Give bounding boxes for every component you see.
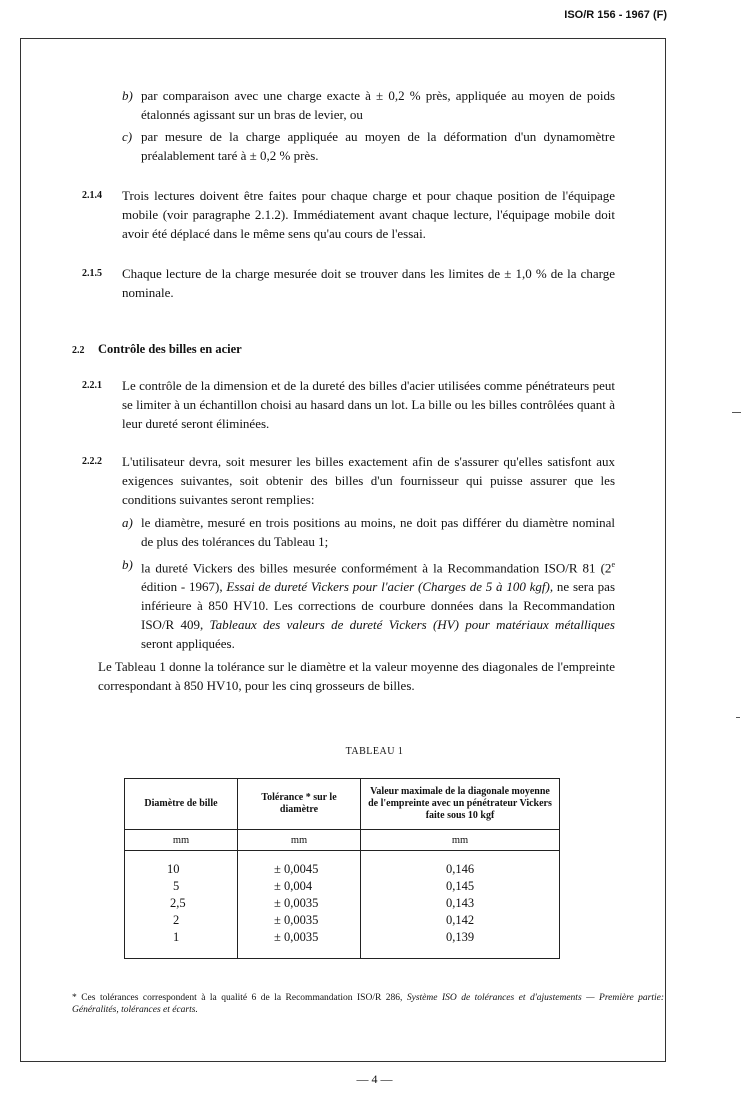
- table-cell: ± 0,004: [274, 879, 313, 893]
- table-cell: ± 0,0035: [274, 930, 319, 944]
- table-cell: ± 0,0035: [274, 913, 319, 927]
- margin-mark: [736, 717, 740, 718]
- section-number-2-2-1: 2.2.1: [82, 380, 102, 391]
- subitem-b-text: la dureté Vickers des billes mesurée conformément à la Recommandation ISO/R 81 (2e édition - 1967), Essai de dureté Vickers pour l'acier (Charges de 5 à 100 kgf), ne sera pas inférieure à 850 HV10. Les corrections de courbure données dans la Recommandation ISO/R 409, Tableaux des valeurs de dureté Vickers (HV) pour matériaux métalliques seront appliquées.: [141, 560, 615, 652]
- table-cell: 2: [173, 913, 180, 927]
- section-2-1-4-text: Trois lectures doivent être faites pour chaque charge et pour chaque position de l'équipage mobile (voir paragraphe 2.1.2). Immédiatement avant chaque lecture, l'équipage mobile doit avoir été déplacé dans le même sens qu'au cours de l'essai.: [122, 188, 615, 241]
- subitem-a-label: a): [122, 515, 133, 530]
- item-b-label: b): [122, 88, 133, 103]
- table-header-diameter: Diamètre de bille: [125, 779, 238, 830]
- table-intro-paragraph: Le Tableau 1 donne la tolérance sur le diamètre et la valeur moyenne des diagonales de l'empreinte correspondant à 850 HV10, pour les cinq grosseurs de billes.: [98, 659, 615, 693]
- table-footnote: * Ces tolérances correspondent à la qualité 6 de la Recommandation ISO/R 286, Système ISO de tolérances et d'ajustements — Première partie: Généralités, tolérances et écarts.: [72, 993, 664, 1015]
- section-2-2-1-text: Le contrôle de la dimension et de la dureté des billes d'acier utilisées comme pénétrateurs peut se limiter à un échantillon choisi au hasard dans un lot. La bille ou les billes contrôlées quant à leur dureté seront éliminées.: [122, 378, 615, 431]
- table-unit-diameter: mm: [125, 830, 238, 851]
- subitem-a-text: le diamètre, mesuré en trois positions au moins, ne doit pas différer du diamètre nominal de plus des tolérances du Tableau 1;: [141, 515, 615, 549]
- table-cell: 0,145: [445, 879, 475, 893]
- section-number-2-2: 2.2: [72, 345, 85, 356]
- subitem-b-label: b): [122, 557, 133, 572]
- table-column-diagonal: [361, 851, 560, 959]
- table-cell: 2,5: [170, 896, 186, 910]
- margin-mark: [732, 412, 741, 413]
- table-cell: 0,143: [445, 896, 475, 910]
- table-column-tolerance: [238, 851, 361, 959]
- item-b-text: par comparaison avec une charge exacte à ± 0,2 % près, appliquée au moyen de poids étalonnés agissant sur un bras de levier, ou: [141, 88, 615, 122]
- item-c-label: c): [122, 129, 133, 144]
- page-number: — 4 —: [356, 1072, 393, 1086]
- section-2-2-2-text: L'utilisateur devra, soit mesurer les billes exactement afin de s'assurer qu'elles satisfont aux exigences suivantes, soit obtenir des billes d'un fournisseur qui puisse assurer que les conditions suivantes seront remplies:: [122, 454, 615, 507]
- table-column-diameter: [125, 851, 238, 959]
- table-cell: 10: [167, 862, 180, 876]
- table-header-diagonal: Valeur maximale de la diagonale moyenne de l'empreinte avec un pénétrateur Vickers faite sous 10 kgf: [361, 779, 560, 830]
- table-cell: 0,146: [445, 862, 475, 876]
- tolerance-table: [124, 778, 560, 959]
- table-cell: 0,139: [445, 930, 475, 944]
- table-unit-diagonal: mm: [361, 830, 560, 851]
- section-number-2-1-4: 2.1.4: [82, 190, 102, 201]
- section-2-2-heading: Contrôle des billes en acier: [98, 342, 242, 356]
- table-cell: 1: [173, 930, 180, 944]
- section-number-2-1-5: 2.1.5: [82, 268, 102, 279]
- table-header-tolerance: Tolérance * sur le diamètre: [238, 779, 361, 830]
- item-c-text: par mesure de la charge appliquée au moyen de la déformation d'un dynamomètre préalablement taré à ± 0,2 % près.: [141, 129, 615, 163]
- table-cell: 0,142: [445, 913, 475, 927]
- table-caption: TABLEAU 1: [345, 746, 404, 757]
- document-reference: ISO/R 156 - 1967 (F): [564, 9, 667, 21]
- table-unit-tolerance: mm: [238, 830, 361, 851]
- table-cell: 5: [173, 879, 180, 893]
- table-cell: ± 0,0045: [274, 862, 319, 876]
- section-number-2-2-2: 2.2.2: [82, 456, 102, 467]
- section-2-1-5-text: Chaque lecture de la charge mesurée doit se trouver dans les limites de ± 1,0 % de la charge nominale.: [122, 266, 615, 300]
- table-cell: ± 0,0035: [274, 896, 319, 910]
